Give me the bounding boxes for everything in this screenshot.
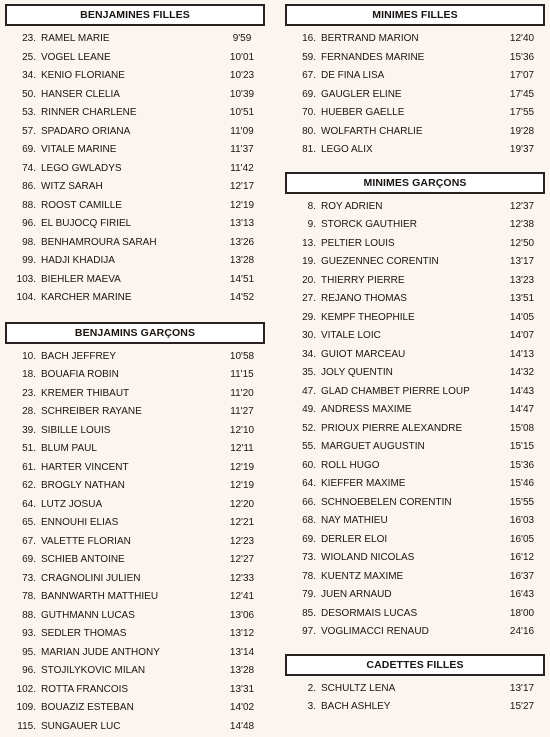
result-row bbox=[5, 514, 265, 533]
rank-cell: 3. bbox=[307, 701, 316, 712]
result-row bbox=[285, 475, 545, 494]
finish-time: 15'27 bbox=[509, 701, 535, 712]
result-row bbox=[285, 623, 545, 642]
athlete-name: BROGLY NATHAN bbox=[41, 480, 125, 491]
athlete-name: WOLFARTH CHARLIE bbox=[321, 125, 423, 137]
rank-cell: 13. bbox=[302, 237, 316, 249]
athlete-name: ROY ADRIEN bbox=[321, 200, 383, 212]
result-row bbox=[285, 494, 545, 513]
result-row bbox=[285, 235, 545, 254]
result-row bbox=[5, 625, 265, 644]
rank-cell: 102. bbox=[16, 683, 36, 695]
finish-time: 13'14 bbox=[229, 646, 255, 658]
finish-time: 13'12 bbox=[229, 628, 255, 639]
finish-time: 12'41 bbox=[229, 591, 255, 602]
athlete-name: MARGUET AUGUSTIN bbox=[321, 441, 425, 452]
athlete-name: BERTRAND MARION bbox=[321, 33, 419, 44]
result-row bbox=[5, 477, 265, 496]
finish-time: 14'07 bbox=[509, 330, 535, 341]
result-row bbox=[5, 533, 265, 552]
rank-cell: 10. bbox=[22, 350, 36, 362]
result-row bbox=[285, 346, 545, 365]
rank-cell: 59. bbox=[302, 51, 316, 63]
rank-cell: 60. bbox=[302, 459, 316, 471]
athlete-name: ANDRESS MAXIME bbox=[321, 404, 412, 415]
finish-time: 14'02 bbox=[229, 702, 255, 713]
finish-time: 15'36 bbox=[509, 51, 535, 63]
athlete-name: SUNGAUER LUC bbox=[41, 720, 121, 732]
rank-cell: 19. bbox=[302, 256, 316, 267]
results-list bbox=[285, 198, 545, 642]
athlete-name: BENHAMROURA SARAH bbox=[41, 236, 157, 248]
finish-time: 11'42 bbox=[230, 162, 254, 174]
result-row bbox=[5, 718, 265, 737]
rank-cell: 29. bbox=[302, 311, 316, 323]
athlete-name: STOJILYKOVIC MILAN bbox=[41, 665, 146, 676]
result-row bbox=[5, 440, 265, 459]
finish-time: 13'13 bbox=[229, 218, 255, 229]
rank-cell: 81. bbox=[302, 144, 316, 155]
finish-time: 10'51 bbox=[229, 107, 255, 118]
athlete-name: GLAD CHAMBET PIERRE LOUP bbox=[321, 385, 470, 397]
athlete-name: SCHIEB ANTOINE bbox=[41, 554, 125, 565]
athlete-name: HANSER CLELIA bbox=[41, 88, 120, 100]
athlete-name: BLUM PAUL bbox=[41, 443, 97, 454]
rank-cell: 70. bbox=[302, 107, 316, 118]
result-row bbox=[5, 385, 265, 404]
finish-time: 13'28 bbox=[229, 665, 255, 676]
result-row bbox=[5, 588, 265, 607]
finish-time: 24'16 bbox=[509, 626, 535, 637]
result-row bbox=[285, 401, 545, 420]
finish-time: 12'19 bbox=[229, 199, 255, 211]
rank-cell: 57. bbox=[22, 125, 36, 137]
finish-time: 15'55 bbox=[509, 496, 535, 508]
rank-cell: 34. bbox=[302, 348, 316, 360]
section-benjamins-garcons bbox=[5, 322, 265, 737]
finish-time: 13'31 bbox=[229, 683, 255, 695]
athlete-name: GAUGLER ELINE bbox=[321, 88, 402, 100]
athlete-name: SEDLER THOMAS bbox=[41, 628, 127, 639]
athlete-name: RINNER CHARLENE bbox=[41, 107, 137, 118]
result-row bbox=[5, 160, 265, 179]
result-row bbox=[5, 104, 265, 123]
finish-time: 19'37 bbox=[509, 144, 535, 155]
rank-cell: 62. bbox=[22, 480, 36, 491]
rank-cell: 79. bbox=[302, 589, 316, 600]
section-minimes-garcons bbox=[285, 172, 545, 642]
athlete-name: REJANO THOMAS bbox=[321, 293, 407, 304]
athlete-name: KARCHER MARINE bbox=[41, 292, 132, 303]
result-row bbox=[5, 123, 265, 142]
rank-cell: 78. bbox=[22, 591, 36, 602]
rank-cell: 8. bbox=[307, 200, 316, 212]
rank-cell: 80. bbox=[302, 125, 316, 137]
rank-cell: 2. bbox=[307, 682, 316, 694]
finish-time: 13'23 bbox=[509, 274, 535, 286]
athlete-name: WITZ SARAH bbox=[41, 181, 103, 192]
results-list bbox=[5, 348, 265, 737]
athlete-name: JOLY QUENTIN bbox=[321, 367, 393, 378]
rank-cell: 34. bbox=[22, 70, 36, 81]
finish-time: 11'20 bbox=[230, 387, 254, 399]
finish-time: 14'48 bbox=[229, 720, 255, 732]
rank-cell: 50. bbox=[22, 88, 36, 100]
athlete-name: LEGO ALIX bbox=[321, 144, 373, 155]
finish-time: 12'23 bbox=[229, 535, 255, 547]
athlete-name: VOGEL LEANE bbox=[41, 51, 111, 63]
rank-cell: 98. bbox=[22, 236, 36, 248]
finish-time: 13'17 bbox=[509, 256, 535, 267]
result-row bbox=[285, 30, 545, 49]
result-row bbox=[285, 104, 545, 123]
athlete-name: ROLL HUGO bbox=[321, 459, 380, 471]
athlete-name: KUENTZ MAXIME bbox=[321, 570, 404, 582]
result-row bbox=[5, 234, 265, 253]
section-benjamines-filles bbox=[5, 4, 265, 308]
rank-cell: 69. bbox=[22, 554, 36, 565]
finish-time: 17'55 bbox=[509, 107, 535, 118]
athlete-name: KENIO FLORIANE bbox=[41, 70, 125, 81]
athlete-name: BACH JEFFREY bbox=[41, 350, 117, 362]
result-row bbox=[285, 457, 545, 476]
result-row bbox=[285, 216, 545, 235]
rank-cell: 55. bbox=[302, 441, 316, 452]
rank-cell: 61. bbox=[22, 461, 36, 473]
athlete-name: GUIOT MARCEAU bbox=[321, 348, 406, 360]
finish-time: 12'40 bbox=[509, 33, 535, 44]
rank-cell: 25. bbox=[22, 51, 36, 63]
athlete-name: ROTTA FRANCOIS bbox=[41, 683, 129, 695]
result-row bbox=[285, 86, 545, 105]
athlete-name: BACH ASHLEY bbox=[321, 701, 391, 712]
athlete-name: SIBILLE LOUIS bbox=[41, 424, 111, 436]
athlete-name: STORCK GAUTHIER bbox=[321, 219, 417, 230]
rank-cell: 109. bbox=[16, 702, 36, 713]
finish-time: 12'19 bbox=[229, 461, 255, 473]
athlete-name: ROOST CAMILLE bbox=[41, 199, 122, 211]
result-row bbox=[285, 438, 545, 457]
rank-cell: 103. bbox=[16, 273, 36, 285]
finish-time: 10'23 bbox=[229, 70, 255, 81]
finish-time: 12'19 bbox=[229, 480, 255, 491]
result-row bbox=[285, 198, 545, 217]
athlete-name: CRAGNOLINI JULIEN bbox=[41, 572, 141, 584]
finish-time: 10'01 bbox=[229, 51, 255, 63]
result-row bbox=[285, 327, 545, 346]
athlete-name: PRIOUX PIERRE ALEXANDRE bbox=[321, 422, 463, 434]
finish-time: 12'38 bbox=[509, 219, 535, 230]
rank-cell: 69. bbox=[22, 144, 36, 155]
finish-time: 14'32 bbox=[509, 367, 535, 378]
finish-time: 14'51 bbox=[229, 273, 255, 285]
finish-time: 12'10 bbox=[229, 424, 255, 436]
result-row bbox=[285, 309, 545, 328]
finish-time: 17'45 bbox=[509, 88, 535, 100]
result-row bbox=[5, 681, 265, 700]
finish-time: 15'36 bbox=[509, 459, 535, 471]
section-cadettes-filles bbox=[285, 654, 545, 717]
athlete-name: VALETTE FLORIAN bbox=[41, 535, 131, 547]
result-row bbox=[285, 680, 545, 699]
result-row bbox=[5, 271, 265, 290]
finish-time: 14'47 bbox=[509, 404, 535, 415]
rank-cell: 16. bbox=[302, 33, 316, 44]
finish-time: 15'46 bbox=[509, 478, 535, 489]
rank-cell: 53. bbox=[22, 107, 36, 118]
result-row bbox=[5, 496, 265, 515]
result-row bbox=[5, 215, 265, 234]
athlete-name: DE FINA LISA bbox=[321, 70, 385, 81]
finish-time: 12'33 bbox=[229, 572, 255, 584]
athlete-name: VITALE MARINE bbox=[41, 144, 117, 155]
section-title: MINIMES FILLES bbox=[285, 4, 545, 26]
rank-cell: 73. bbox=[302, 552, 316, 563]
results-list bbox=[285, 30, 545, 160]
result-row bbox=[285, 549, 545, 568]
rank-cell: 35. bbox=[302, 367, 316, 378]
results-list bbox=[5, 30, 265, 308]
athlete-name: SPADARO ORIANA bbox=[41, 125, 131, 137]
rank-cell: 28. bbox=[22, 406, 36, 417]
finish-time: 13'17 bbox=[509, 682, 535, 694]
left-column bbox=[5, 4, 265, 736]
finish-time: 14'13 bbox=[509, 348, 535, 360]
result-row bbox=[5, 197, 265, 216]
rank-cell: 96. bbox=[22, 218, 36, 229]
rank-cell: 86. bbox=[22, 181, 36, 192]
rank-cell: 78. bbox=[302, 570, 316, 582]
rank-cell: 68. bbox=[302, 515, 316, 526]
result-row bbox=[285, 586, 545, 605]
athlete-name: THIERRY PIERRE bbox=[321, 274, 405, 286]
rank-cell: 30. bbox=[302, 330, 316, 341]
rank-cell: 65. bbox=[22, 517, 36, 528]
athlete-name: DERLER ELOI bbox=[321, 533, 388, 545]
finish-time: 16'05 bbox=[509, 533, 535, 545]
result-row bbox=[5, 699, 265, 718]
finish-time: 15'15 bbox=[509, 441, 535, 452]
result-row bbox=[5, 403, 265, 422]
finish-time: 18'00 bbox=[509, 607, 535, 619]
rank-cell: 115. bbox=[17, 720, 36, 732]
rank-cell: 18. bbox=[22, 369, 36, 380]
rank-cell: 66. bbox=[302, 496, 316, 508]
finish-time: 12'27 bbox=[229, 554, 255, 565]
athlete-name: MARIAN JUDE ANTHONY bbox=[41, 646, 160, 658]
result-row bbox=[285, 272, 545, 291]
result-row bbox=[5, 49, 265, 68]
athlete-name: FERNANDES MARINE bbox=[321, 51, 425, 63]
section-title: CADETTES FILLES bbox=[285, 654, 545, 676]
result-row bbox=[5, 30, 265, 49]
finish-time: 16'12 bbox=[509, 552, 535, 563]
finish-time: 10'39 bbox=[229, 88, 255, 100]
right-column bbox=[285, 4, 545, 717]
rank-cell: 69. bbox=[302, 533, 316, 545]
athlete-name: RAMEL MARIE bbox=[41, 33, 110, 44]
rank-cell: 74. bbox=[22, 162, 36, 174]
finish-time: 16'37 bbox=[509, 570, 535, 582]
finish-time: 11'27 bbox=[230, 406, 254, 417]
athlete-name: BOUAZIZ ESTEBAN bbox=[41, 702, 134, 713]
result-row bbox=[5, 252, 265, 271]
section-title: BENJAMINES FILLES bbox=[5, 4, 265, 26]
finish-time: 12'37 bbox=[509, 200, 535, 212]
result-row bbox=[5, 662, 265, 681]
rank-cell: 64. bbox=[302, 478, 316, 489]
athlete-name: VOGLIMACCI RENAUD bbox=[321, 626, 429, 637]
rank-cell: 52. bbox=[302, 422, 316, 434]
result-row bbox=[285, 420, 545, 439]
finish-time: 14'43 bbox=[509, 385, 535, 397]
finish-time: 11'09 bbox=[230, 125, 254, 137]
result-row bbox=[5, 141, 265, 160]
rank-cell: 67. bbox=[22, 535, 36, 547]
athlete-name: KREMER THIBAUT bbox=[41, 387, 130, 399]
rank-cell: 23. bbox=[22, 387, 36, 399]
rank-cell: 20. bbox=[302, 274, 316, 286]
rank-cell: 64. bbox=[22, 498, 36, 510]
rank-cell: 95. bbox=[22, 646, 36, 658]
athlete-name: EL BUJOCQ FIRIEL bbox=[41, 218, 132, 229]
rank-cell: 104. bbox=[16, 292, 36, 303]
result-row bbox=[285, 67, 545, 86]
result-row bbox=[5, 67, 265, 86]
rank-cell: 96. bbox=[22, 665, 36, 676]
athlete-name: HUEBER GAELLE bbox=[321, 107, 405, 118]
athlete-name: HARTER VINCENT bbox=[41, 461, 129, 473]
rank-cell: 69. bbox=[302, 88, 316, 100]
rank-cell: 88. bbox=[22, 199, 36, 211]
section-minimes-filles bbox=[285, 4, 545, 160]
athlete-name: GUTHMANN LUCAS bbox=[41, 609, 135, 621]
rank-cell: 73. bbox=[22, 572, 36, 584]
result-row bbox=[285, 383, 545, 402]
athlete-name: NAY MATHIEU bbox=[321, 515, 388, 526]
athlete-name: SCHULTZ LENA bbox=[321, 682, 396, 694]
result-row bbox=[5, 551, 265, 570]
athlete-name: BOUAFIA ROBIN bbox=[41, 369, 119, 380]
result-row bbox=[5, 366, 265, 385]
result-row bbox=[5, 459, 265, 478]
finish-time: 12'21 bbox=[229, 517, 255, 528]
finish-time: 9'59 bbox=[232, 33, 252, 44]
athlete-name: LEGO GWLADYS bbox=[41, 162, 122, 174]
rank-cell: 47. bbox=[302, 385, 316, 397]
result-row bbox=[285, 568, 545, 587]
finish-time: 11'15 bbox=[230, 369, 254, 380]
result-row bbox=[5, 570, 265, 589]
athlete-name: SCHREIBER RAYANE bbox=[41, 406, 142, 417]
athlete-name: KEMPF THEOPHILE bbox=[321, 311, 415, 323]
rank-cell: 85. bbox=[302, 607, 316, 619]
result-row bbox=[285, 605, 545, 624]
finish-time: 19'28 bbox=[509, 125, 535, 137]
finish-time: 13'26 bbox=[229, 236, 255, 248]
rank-cell: 39. bbox=[22, 424, 36, 436]
rank-cell: 99. bbox=[22, 255, 36, 266]
result-row bbox=[285, 123, 545, 142]
rank-cell: 23. bbox=[22, 33, 36, 44]
athlete-name: HADJI KHADIJA bbox=[41, 255, 115, 266]
finish-time: 13'06 bbox=[229, 609, 255, 621]
result-row bbox=[5, 644, 265, 663]
finish-time: 11'37 bbox=[230, 144, 254, 155]
athlete-name: BIEHLER MAEVA bbox=[41, 273, 121, 285]
finish-time: 16'43 bbox=[509, 589, 535, 600]
athlete-name: JUEN ARNAUD bbox=[321, 589, 392, 600]
athlete-name: DESORMAIS LUCAS bbox=[321, 607, 418, 619]
rank-cell: 88. bbox=[22, 609, 36, 621]
athlete-name: SCHNOEBELEN CORENTIN bbox=[321, 496, 452, 508]
athlete-name: GUEZENNEC CORENTIN bbox=[321, 256, 439, 267]
athlete-name: PELTIER LOUIS bbox=[321, 237, 395, 249]
rank-cell: 93. bbox=[22, 628, 36, 639]
finish-time: 12'17 bbox=[229, 181, 255, 192]
athlete-name: LUTZ JOSUA bbox=[41, 498, 103, 510]
athlete-name: KIEFFER MAXIME bbox=[321, 478, 406, 489]
rank-cell: 27. bbox=[302, 293, 316, 304]
finish-time: 16'03 bbox=[509, 515, 535, 526]
section-title: MINIMES GARÇONS bbox=[285, 172, 545, 194]
result-row bbox=[285, 531, 545, 550]
rank-cell: 67. bbox=[302, 70, 316, 81]
rank-cell: 9. bbox=[307, 219, 316, 230]
result-row bbox=[5, 422, 265, 441]
finish-time: 12'11 bbox=[230, 443, 254, 454]
result-row bbox=[285, 141, 545, 160]
finish-time: 15'08 bbox=[509, 422, 535, 434]
result-row bbox=[5, 178, 265, 197]
finish-time: 12'20 bbox=[229, 498, 255, 510]
result-row bbox=[285, 364, 545, 383]
finish-time: 14'05 bbox=[509, 311, 535, 323]
rank-cell: 51. bbox=[22, 443, 36, 454]
athlete-name: WIOLAND NICOLAS bbox=[321, 552, 415, 563]
finish-time: 17'07 bbox=[509, 70, 535, 81]
result-row bbox=[5, 607, 265, 626]
result-row bbox=[5, 348, 265, 367]
finish-time: 14'52 bbox=[229, 292, 255, 303]
result-row bbox=[5, 289, 265, 308]
result-row bbox=[285, 698, 545, 717]
athlete-name: BANNWARTH MATTHIEU bbox=[41, 591, 159, 602]
result-row bbox=[285, 512, 545, 531]
athlete-name: VITALE LOIC bbox=[321, 330, 381, 341]
finish-time: 13'28 bbox=[229, 255, 255, 266]
rank-cell: 49. bbox=[302, 404, 316, 415]
section-title: BENJAMINS GARÇONS bbox=[5, 322, 265, 344]
result-row bbox=[285, 290, 545, 309]
finish-time: 13'51 bbox=[509, 293, 535, 304]
result-row bbox=[5, 86, 265, 105]
result-row bbox=[285, 49, 545, 68]
finish-time: 12'50 bbox=[509, 237, 535, 249]
rank-cell: 97. bbox=[302, 626, 316, 637]
athlete-name: ENNOUHI ELIAS bbox=[41, 517, 119, 528]
results-list bbox=[285, 680, 545, 717]
result-row bbox=[285, 253, 545, 272]
finish-time: 10'58 bbox=[229, 350, 255, 362]
